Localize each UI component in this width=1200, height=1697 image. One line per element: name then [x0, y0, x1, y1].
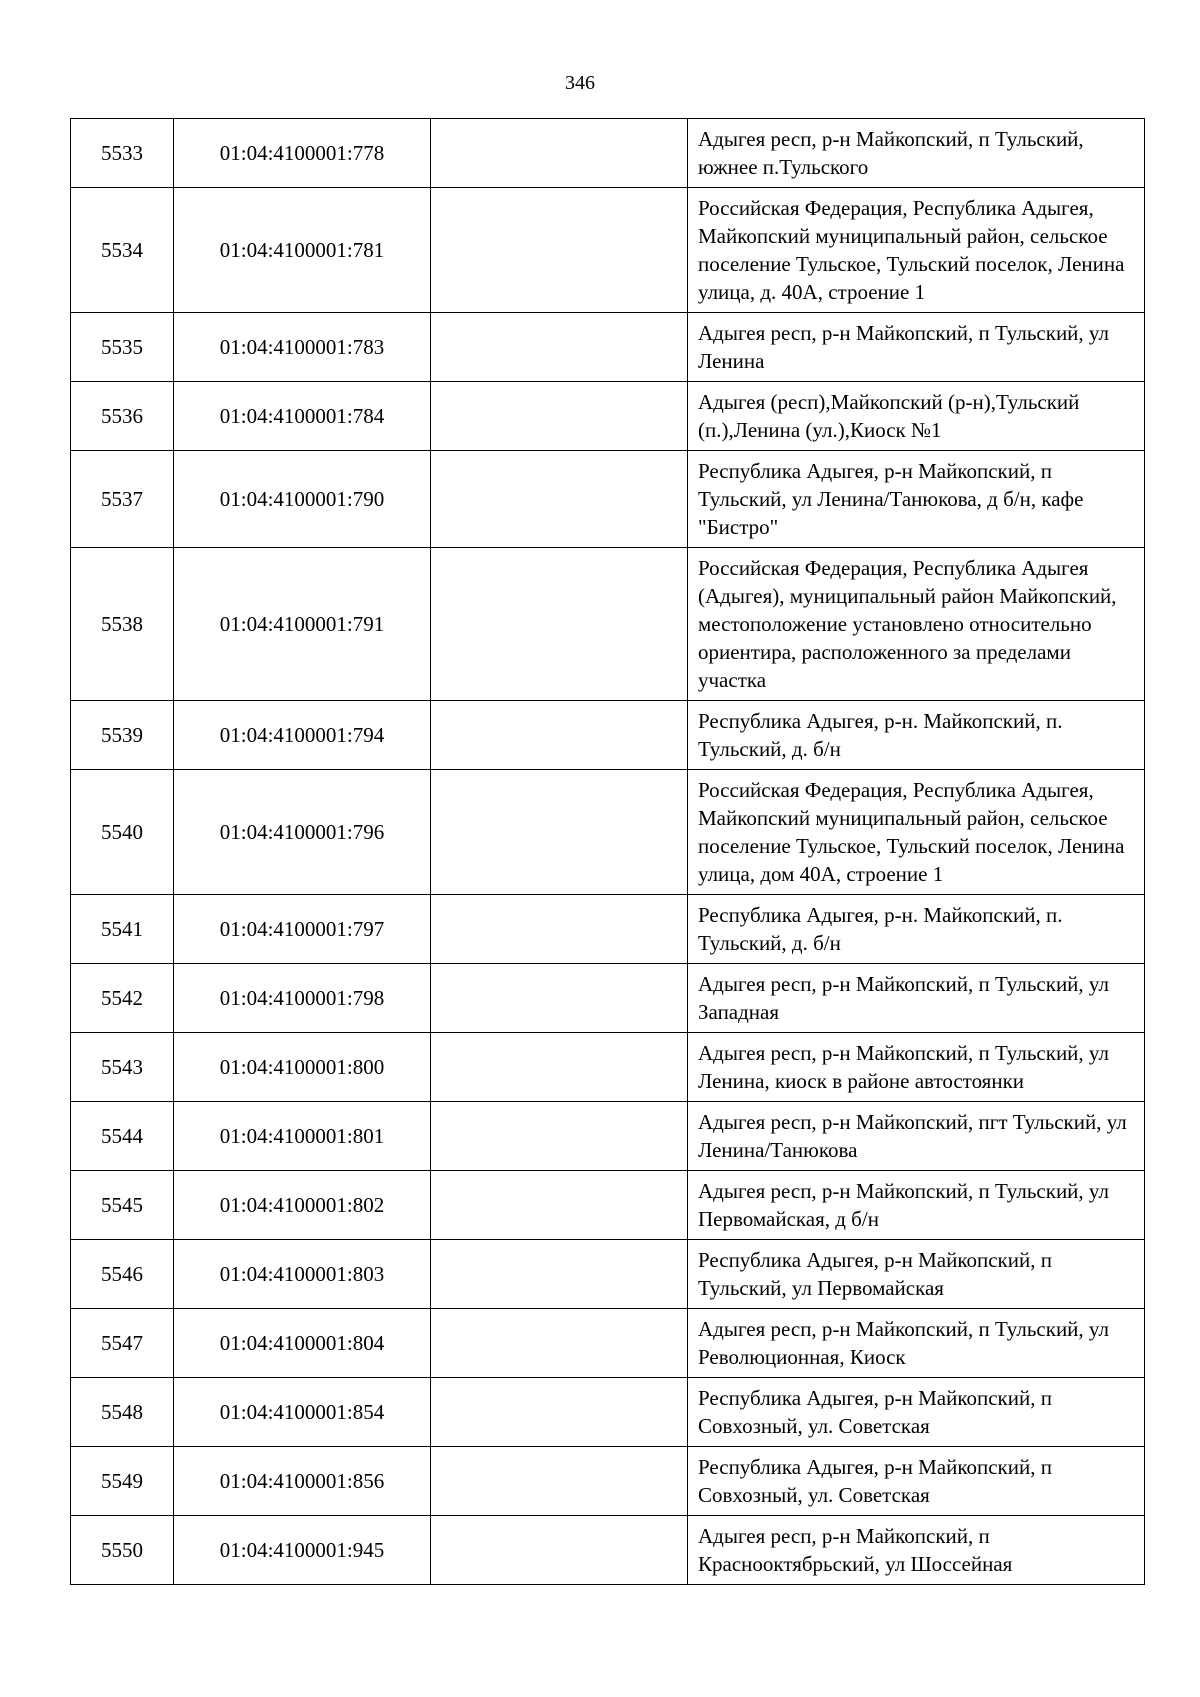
note-cell	[431, 1171, 688, 1240]
row-number-cell: 5550	[71, 1516, 174, 1585]
row-number-cell: 5538	[71, 548, 174, 701]
table-row	[71, 701, 1145, 770]
note-cell	[431, 451, 688, 548]
row-number-cell: 5549	[71, 1447, 174, 1516]
note-cell	[431, 895, 688, 964]
address-cell: Республика Адыгея, р-н Майкопский, п Тульский, ул Первомайская	[688, 1240, 1145, 1309]
address-cell: Адыгея респ, р-н Майкопский, п Тульский, южнее п.Тульского	[688, 119, 1145, 188]
address-cell: Республика Адыгея, р-н Майкопский, п Совхозный, ул. Советская	[688, 1447, 1145, 1516]
row-number-cell: 5535	[71, 313, 174, 382]
address-cell: Адыгея респ, р-н Майкопский, п Тульский, ул Революционная, Киоск	[688, 1309, 1145, 1378]
cadastral-number-cell: 01:04:4100001:802	[174, 1171, 431, 1240]
row-number-cell: 5536	[71, 382, 174, 451]
note-cell	[431, 1102, 688, 1171]
row-number-cell: 5541	[71, 895, 174, 964]
address-cell: Адыгея респ, р-н Майкопский, пгт Тульский, ул Ленина/Танюкова	[688, 1102, 1145, 1171]
cadastral-number-cell: 01:04:4100001:778	[174, 119, 431, 188]
row-number-cell: 5540	[71, 770, 174, 895]
note-cell	[431, 119, 688, 188]
address-cell: Адыгея респ, р-н Майкопский, п Тульский, ул Первомайская, д б/н	[688, 1171, 1145, 1240]
note-cell	[431, 313, 688, 382]
table-row	[71, 1033, 1145, 1102]
row-number-cell: 5539	[71, 701, 174, 770]
note-cell	[431, 188, 688, 313]
property-registry-table	[70, 118, 1145, 1585]
cadastral-number-cell: 01:04:4100001:794	[174, 701, 431, 770]
address-cell: Республика Адыгея, р-н Майкопский, п Совхозный, ул. Советская	[688, 1378, 1145, 1447]
table-row	[71, 1102, 1145, 1171]
table-row	[71, 964, 1145, 1033]
note-cell	[431, 1516, 688, 1585]
address-cell: Российская Федерация, Республика Адыгея, Майкопский муниципальный район, сельское поселение Тульское, Тульский поселок, Ленина улица, д. 40А, строение 1	[688, 188, 1145, 313]
cadastral-number-cell: 01:04:4100001:798	[174, 964, 431, 1033]
note-cell	[431, 1447, 688, 1516]
table-row	[71, 382, 1145, 451]
cadastral-number-cell: 01:04:4100001:784	[174, 382, 431, 451]
table-row	[71, 1447, 1145, 1516]
address-cell: Адыгея респ, р-н Майкопский, п Краснооктябрьский, ул Шоссейная	[688, 1516, 1145, 1585]
cadastral-number-cell: 01:04:4100001:804	[174, 1309, 431, 1378]
cadastral-number-cell: 01:04:4100001:791	[174, 548, 431, 701]
cadastral-number-cell: 01:04:4100001:854	[174, 1378, 431, 1447]
table-row	[71, 1516, 1145, 1585]
note-cell	[431, 701, 688, 770]
cadastral-number-cell: 01:04:4100001:783	[174, 313, 431, 382]
table-row	[71, 188, 1145, 313]
cadastral-number-cell: 01:04:4100001:781	[174, 188, 431, 313]
row-number-cell: 5537	[71, 451, 174, 548]
table-row	[71, 1309, 1145, 1378]
cadastral-number-cell: 01:04:4100001:801	[174, 1102, 431, 1171]
row-number-cell: 5545	[71, 1171, 174, 1240]
cadastral-number-cell: 01:04:4100001:945	[174, 1516, 431, 1585]
note-cell	[431, 382, 688, 451]
row-number-cell: 5534	[71, 188, 174, 313]
row-number-cell: 5533	[71, 119, 174, 188]
cadastral-number-cell: 01:04:4100001:796	[174, 770, 431, 895]
cadastral-number-cell: 01:04:4100001:790	[174, 451, 431, 548]
address-cell: Российская Федерация, Республика Адыгея, Майкопский муниципальный район, сельское поселение Тульское, Тульский поселок, Ленина улица, дом 40А, строение 1	[688, 770, 1145, 895]
cadastral-number-cell: 01:04:4100001:797	[174, 895, 431, 964]
table-body	[71, 119, 1145, 1585]
note-cell	[431, 964, 688, 1033]
note-cell	[431, 1240, 688, 1309]
note-cell	[431, 1309, 688, 1378]
address-cell: Республика Адыгея, р-н. Майкопский, п. Тульский, д. б/н	[688, 701, 1145, 770]
note-cell	[431, 1033, 688, 1102]
page-number: 346	[565, 72, 595, 94]
note-cell	[431, 548, 688, 701]
row-number-cell: 5544	[71, 1102, 174, 1171]
address-cell: Республика Адыгея, р-н. Майкопский, п. Тульский, д. б/н	[688, 895, 1145, 964]
table-row	[71, 1240, 1145, 1309]
table-row	[71, 451, 1145, 548]
row-number-cell: 5547	[71, 1309, 174, 1378]
cadastral-number-cell: 01:04:4100001:803	[174, 1240, 431, 1309]
cadastral-number-cell: 01:04:4100001:856	[174, 1447, 431, 1516]
row-number-cell: 5546	[71, 1240, 174, 1309]
row-number-cell: 5548	[71, 1378, 174, 1447]
table-row	[71, 1171, 1145, 1240]
address-cell: Республика Адыгея, р-н Майкопский, п Тульский, ул Ленина/Танюкова, д б/н, кафе "Бистро"	[688, 451, 1145, 548]
address-cell: Адыгея (респ),Майкопский (р-н),Тульский (п.),Ленина (ул.),Киоск №1	[688, 382, 1145, 451]
table-row	[71, 770, 1145, 895]
cadastral-number-cell: 01:04:4100001:800	[174, 1033, 431, 1102]
address-cell: Адыгея респ, р-н Майкопский, п Тульский, ул Ленина	[688, 313, 1145, 382]
note-cell	[431, 1378, 688, 1447]
table-row	[71, 119, 1145, 188]
table-row	[71, 313, 1145, 382]
table-row	[71, 1378, 1145, 1447]
note-cell	[431, 770, 688, 895]
row-number-cell: 5542	[71, 964, 174, 1033]
table-row	[71, 548, 1145, 701]
row-number-cell: 5543	[71, 1033, 174, 1102]
address-cell: Адыгея респ, р-н Майкопский, п Тульский, ул Западная	[688, 964, 1145, 1033]
table-row	[71, 895, 1145, 964]
address-cell: Российская Федерация, Республика Адыгея (Адыгея), муниципальный район Майкопский, местоположение установлено относительно ориентира, расположенного за пределами участка	[688, 548, 1145, 701]
address-cell: Адыгея респ, р-н Майкопский, п Тульский, ул Ленина, киоск в районе автостоянки	[688, 1033, 1145, 1102]
